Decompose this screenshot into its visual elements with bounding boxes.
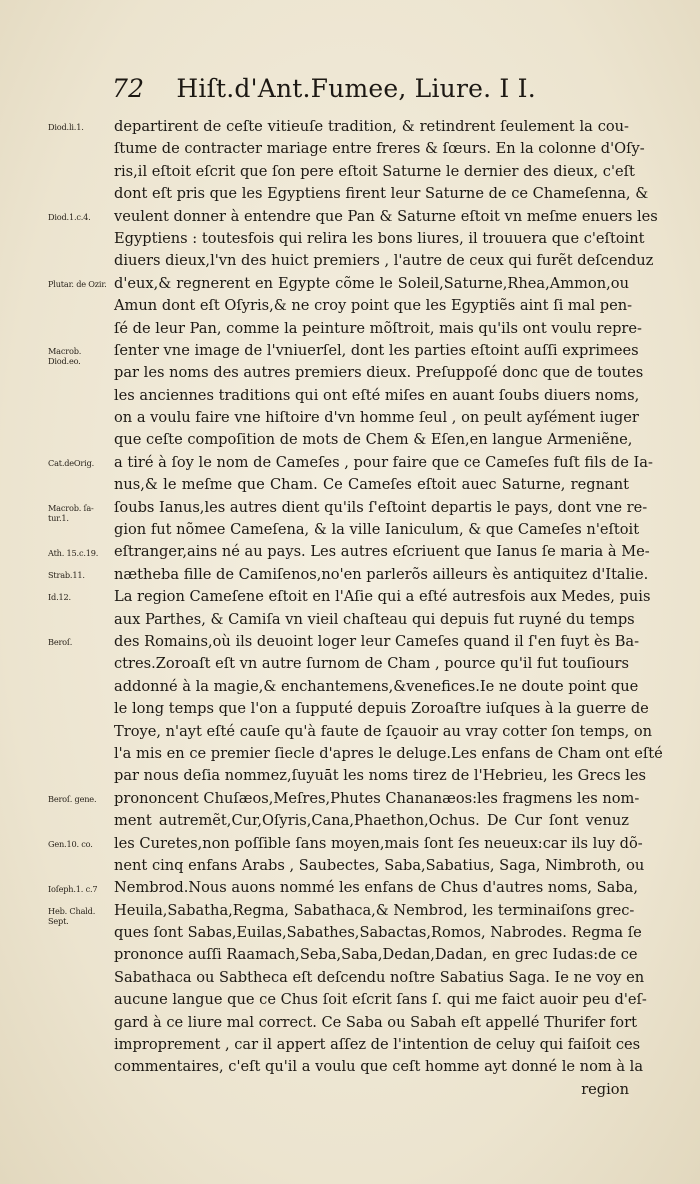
margin-note: Macrob. Diod.eo.	[48, 346, 82, 366]
text-line: Nembrod.Nous auons nommé les enfans de Chus d'autres noms, Saba,	[114, 879, 638, 897]
text-line: prononce auſſi Raamach,Seba,Saba,Dedan,Dadan, en grec Iudas:de ce	[114, 946, 638, 964]
text-line: le long temps que l'on a ſupputé depuis Zoroaſtre iuſques à la guerre de	[114, 700, 649, 718]
text-line: les Curetes,non poſſible ſans moyen,mais ſont ſes neueux:car ils luy dõ-	[114, 834, 643, 852]
text-line: aux Parthes, & Camiſa vn vieil chaſteau qui depuis fut ruyné du temps	[114, 610, 635, 628]
margin-note: Diod.li.1.	[48, 122, 84, 132]
page-number: 72	[112, 74, 145, 103]
margin-note: Heb. Chald. Sept.	[48, 906, 96, 926]
text-line: nent cinq enfans Arabs , Saubectes, Saba,Sabatius, Saga, Nimbroth, ou	[114, 856, 645, 874]
text-line: ris,il eſtoit eſcrit que ſon pere eſtoit Saturne le dernier des dieux, c'eſt	[114, 162, 635, 180]
text-line: les anciennes traditions qui ont eſté miſes en auant ſoubs diuers noms,	[114, 386, 640, 404]
margin-note: Plutar. de Ozir.	[48, 278, 107, 289]
text-line: Troye, n'ayt eſté cauſe qu'à faute de ſçauoir au vray cotter ſon temps, on	[114, 722, 653, 740]
text-line: Amun dont eſt Oſyris,& ne croy point que les Egyptiẽs aint ſi mal pen-	[114, 297, 633, 315]
text-line: on a voulu faire vne hiſtoire d'vn homme ſeul , on peult ayſément iuger	[114, 409, 639, 427]
text-line: departirent de ceſte vitieuſe tradition, & retindrent ſeulement la cou-	[114, 118, 629, 135]
text-line: nætheba fille de Camiſenos,no'en parlerõs ailleurs ès antiquitez d'Italie.	[114, 565, 649, 583]
text-line: eſtranger,ains né au pays. Les autres eſcriuent que Ianus ſe maria à Me-	[114, 543, 650, 561]
text-line: dont eſt pris que les Egyptiens firent leur Saturne de ce Chameſenna, &	[114, 185, 649, 203]
text-line: diuers dieux,l'vn des huict premiers , l'autre de ceux qui furẽt deſcenduz	[114, 252, 654, 270]
text-line: region	[581, 1080, 629, 1098]
text-line: veulent donner à entendre que Pan & Saturne eſtoit vn meſme enuers les	[114, 207, 658, 225]
text-line: addonné à la magie,& enchantemens,&venefices.Ie ne doute point que	[114, 677, 639, 695]
text-line: improprement , car il appert aſſez de l'intention de celuy qui faiſoit ces	[114, 1036, 641, 1054]
margin-note: Ioſeph.1. c.7	[48, 883, 98, 894]
margin-note: Diod.1.c.4.	[48, 211, 91, 222]
text-line: des Romains,où ils deuoint loger leur Cameſes quand il ſ'en fuyt ès Ba-	[114, 632, 640, 650]
text-line: Sabathaca ou Sabtheca eſt deſcendu noſtre Sabatius Saga. Ie ne voy en	[114, 968, 645, 986]
text-line: ſé de leur Pan, comme la peinture mõſtroit, mais qu'ils ont voulu repre-	[114, 319, 642, 337]
text-line: par les noms des autres premiers dieux. Preſuppoſé donc que de toutes	[114, 364, 644, 382]
margin-note: Beroſ.	[48, 637, 73, 648]
margin-note: Cat.deOrig.	[48, 458, 95, 468]
text-line: l'a mis en ce premier ſiecle d'apres le deluge.Les enfans de Cham ont eſté	[114, 744, 663, 762]
running-header	[112, 74, 536, 104]
margin-note: Id.12.	[48, 592, 71, 603]
text-line: ctres.Zoroaſt eſt vn autre ſurnom de Cham , pource qu'il fut touſiours	[114, 655, 629, 673]
text-line: a tiré à ſoy le nom de Cameſes , pour faire que ce Cameſes fuſt fils de Ia-	[114, 453, 653, 471]
text-line: La region Cameſene eſtoit en l'Aſie qui a eſté autresfois aux Medes, puis	[114, 588, 651, 606]
text-line: prononcent Chuſæos,Meſres,Phutes Chananæos:les fragmens les nom-	[114, 789, 640, 807]
text-line: ſoubs Ianus,les autres dient qu'ils ſ'eſtoint departis le pays, dont vne re-	[114, 498, 648, 516]
text-line: Heuila,Sabatha,Regma, Sabathaca,& Nembrod, les terminaiſons grec-	[114, 901, 635, 919]
text-line: d'eux,& regnerent en Egypte cõme le Soleil,Saturne,Rhea,Ammon,ou	[114, 274, 629, 292]
text-line: commentaires, c'eſt qu'il a voulu que ceſt homme ayt donné le nom à la	[114, 1058, 644, 1076]
text-line: ques ſont Sabas,Euilas,Sabathes,Sabactas,Romos, Nabrodes. Regma ſe	[114, 924, 642, 942]
text-line: gion fut nõmee Cameſena, & la ville Ianiculum, & que Cameſes n'eſtoit	[114, 521, 640, 539]
text-line: aucune langue que ce Chus ſoit eſcrit ſans ſ. qui me faict auoir peu d'eſ-	[114, 991, 647, 1009]
margin-note: Strab.11.	[48, 570, 85, 580]
text-line: ſenter vne image de l'vniuerſel, dont les parties eſtoint auſſi exprimees	[114, 341, 639, 359]
text-line: nus,& le meſme que Cham. Ce Cameſes eſtoit auec Saturne, regnant	[114, 476, 629, 494]
margin-note: Beroſ. gene.	[48, 794, 97, 804]
running-title: Hiſt.d'Ant.Fumee, Liure. I I.	[176, 74, 536, 103]
margin-note: Ath. 15.c.19.	[48, 547, 99, 558]
text-line: gard à ce liure mal correct. Ce Saba ou Sabah eſt appellé Thurifer fort	[114, 1013, 637, 1031]
margin-note: Macrob. ſa-tur.1.	[48, 502, 94, 523]
text-line: ment autremẽt,Cur,Oſyris,Cana,Phaethon,Ochus. De Cur ſont venuz	[114, 812, 629, 830]
margin-note: Gen.10. co.	[48, 838, 93, 849]
main-text	[114, 116, 663, 1101]
text-line: que ceſte compoſition de mots de Chem & Eſen,en langue Armeniẽne,	[114, 431, 633, 449]
text-line: ſtume de contracter mariage entre freres & ſœurs. En la colonne d'Oſy-	[114, 140, 645, 158]
text-line: par nous deſia nommez,ſuyuāt les noms tirez de l'Hebrieu, les Grecs les	[114, 767, 647, 785]
text-line: Egyptiens : toutesfois qui relira les bons liures, il trouuera que c'eſtoint	[114, 229, 645, 247]
